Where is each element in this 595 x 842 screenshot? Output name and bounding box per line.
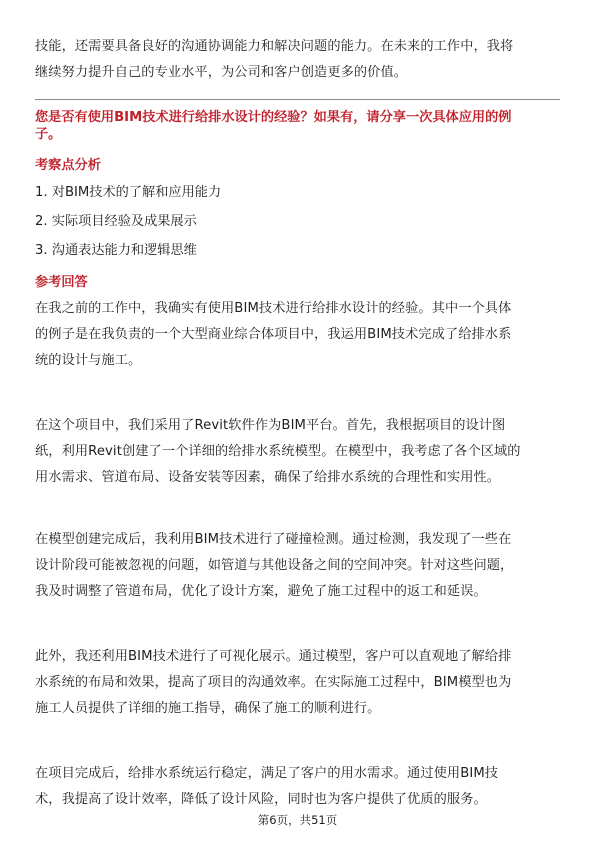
answer-paragraph: 在我之前的工作中，我确实有使用BIM技术进行给排水设计的经验。其中一个具体 的例子是在我负责的一个大型商业综合体项目中，我运用BIM技术完成了给排水系 统的设计与施工。: [35, 301, 512, 368]
interview-question: 您是否有使用BIM技术进行给排水设计的经验？如果有，请分享一次具体应用的例 子。: [35, 110, 512, 142]
answer-paragraph: 在模型创建完成后，我利用BIM技术进行了碰撞检测。通过检测，我发现了一些在 设计阶段可能被忽视的问题，如管道与其他设备之间的空间冲突。针对这些问题， 我及时调整了管道布局，优化了设计方案，避免了施工过程中的返工和延误。: [35, 532, 514, 599]
intro-paragraph: 技能，还需要具备良好的沟通协调能力和解决问题的能力。在未来的工作中，我将 继续努力提升自己的专业水平，为公司和客户创造更多的价值。: [35, 39, 514, 80]
analysis-item: 1. 对BIM技术的了解和应用能力: [35, 185, 222, 200]
analysis-item: 3. 沟通表达能力和逻辑思维: [35, 243, 197, 258]
page-number-footer: 第6页，共51页: [257, 813, 338, 827]
answer-paragraph: 在这个项目中，我们采用了Revit软件作为BIM平台。首先，我根据项目的设计图 纸，利用Revit创建了一个详细的给排水系统模型。在模型中，我考虑了各个区域的 用水需求、管道布局、设备安装等因素，确保了给排水系统的合理性和实用性。: [35, 418, 521, 485]
section-divider: [35, 99, 560, 100]
answer-paragraph: 此外，我还利用BIM技术进行了可视化展示。通过模型，客户可以直观地了解给排 水系统的布局和效果，提高了项目的沟通效率。在实际施工过程中，BIM模型也为 施工人员提供了详细的施工指导，确保了施工的顺利进行。: [35, 649, 512, 716]
analysis-item: 2. 实际项目经验及成果展示: [35, 214, 197, 229]
answer-paragraph: 在项目完成后，给排水系统运行稳定，满足了客户的用水需求。通过使用BIM技 术，我提高了设计效率，降低了设计风险，同时也为客户提供了优质的服务。: [35, 766, 499, 807]
analysis-heading: 考察点分析: [35, 158, 101, 173]
answer-heading: 参考回答: [35, 275, 88, 290]
